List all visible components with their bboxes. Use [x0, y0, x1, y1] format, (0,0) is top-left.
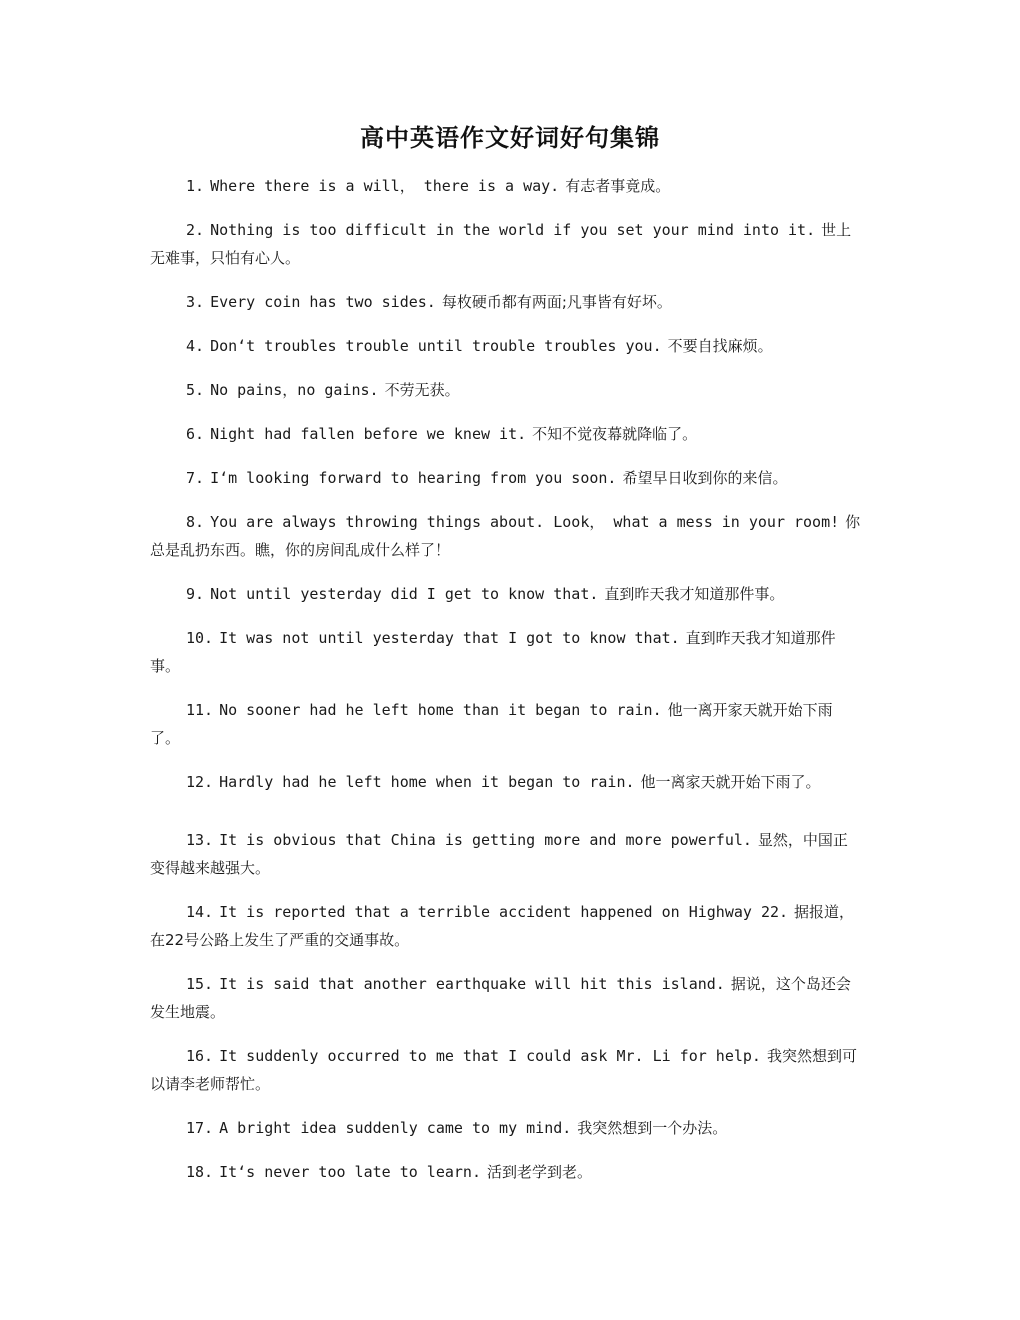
item-english: Nothing is too difficult in the world if you set your mind into it.	[210, 221, 816, 239]
item-chinese: 直到昨天我才知道那件事。	[604, 585, 785, 603]
item-number: 8.	[186, 513, 205, 531]
item-number: 5.	[186, 381, 205, 399]
list-item	[150, 288, 862, 316]
item-chinese: 不劳无获。	[384, 381, 460, 399]
item-chinese: 每枚硬币都有两面;凡事皆有好坏。	[441, 293, 672, 311]
item-number: 3.	[186, 293, 205, 311]
item-chinese: 据说，这个岛还会发生地震。	[150, 975, 851, 1021]
list-item	[150, 216, 862, 272]
item-english: No sooner had he left home than it began to rain.	[219, 701, 662, 719]
item-number: 10.	[186, 629, 214, 647]
item-number: 9.	[186, 585, 205, 603]
item-chinese: 你总是乱扔东西。瞧，你的房间乱成什么样了！	[150, 513, 861, 559]
item-english: Every coin has two sides.	[210, 293, 436, 311]
list-item	[150, 970, 862, 1026]
item-number: 1.	[186, 177, 205, 195]
item-number: 18.	[186, 1163, 214, 1181]
list-item	[150, 172, 862, 200]
item-english: No pains，no gains.	[210, 381, 379, 399]
item-number: 2.	[186, 221, 205, 239]
item-english: It suddenly occurred to me that I could ask Mr. Li for help.	[219, 1047, 761, 1065]
item-number: 12.	[186, 773, 214, 791]
item-number: 11.	[186, 701, 214, 719]
list-item	[150, 624, 862, 680]
item-chinese: 不要自找麻烦。	[667, 337, 773, 355]
item-number: 17.	[186, 1119, 214, 1137]
item-number: 6.	[186, 425, 205, 443]
item-chinese: 显然，中国正变得越来越强大。	[150, 831, 848, 877]
item-number: 13.	[186, 831, 214, 849]
sentence-list	[150, 172, 862, 1202]
item-english: A bright idea suddenly came to my mind.	[219, 1119, 572, 1137]
item-english: It was not until yesterday that I got to know that.	[219, 629, 680, 647]
item-english: I‘m looking forward to hearing from you soon.	[210, 469, 617, 487]
item-chinese: 有志者事竟成。	[565, 177, 671, 195]
item-chinese: 据报道，在22号公路上发生了严重的交通事故。	[150, 903, 855, 949]
list-item	[150, 826, 862, 882]
list-item	[150, 508, 862, 564]
item-chinese: 他一离家天就开始下雨了。	[640, 773, 821, 791]
item-chinese: 不知不觉夜幕就降临了。	[532, 425, 698, 443]
item-chinese: 我突然想到可以请李老师帮忙。	[150, 1047, 857, 1093]
item-chinese: 直到昨天我才知道那件事。	[150, 629, 836, 675]
item-number: 14.	[186, 903, 214, 921]
item-english: It is obvious that China is getting more and more powerful.	[219, 831, 752, 849]
item-english: Not until yesterday did I get to know that.	[210, 585, 599, 603]
item-number: 16.	[186, 1047, 214, 1065]
item-english: It is reported that a terrible accident happened on Highway 22.	[219, 903, 789, 921]
list-item	[150, 580, 862, 608]
item-english: Don‘t troubles trouble until trouble troubles you.	[210, 337, 662, 355]
page-title: 高中英语作文好词好句集锦	[360, 123, 660, 152]
list-item	[150, 898, 862, 954]
item-english: Hardly had he left home when it began to rain.	[219, 773, 635, 791]
list-item	[150, 768, 862, 796]
list-item	[150, 1114, 862, 1142]
item-chinese: 活到老学到老。	[487, 1163, 593, 1181]
item-english: It is said that another earthquake will hit this island.	[219, 975, 725, 993]
item-chinese: 希望早日收到你的来信。	[622, 469, 788, 487]
list-item	[150, 696, 862, 752]
item-english: Night had fallen before we knew it.	[210, 425, 527, 443]
item-chinese: 我突然想到一个办法。	[577, 1119, 728, 1137]
list-item	[150, 1158, 862, 1186]
item-english: You are always throwing things about. Look， what a mess in your room!	[210, 513, 840, 531]
item-number: 7.	[186, 469, 205, 487]
item-english: It‘s never too late to learn.	[219, 1163, 481, 1181]
item-chinese: 世上无难事，只怕有心人。	[150, 221, 852, 267]
item-number: 15.	[186, 975, 214, 993]
item-number: 4.	[186, 337, 205, 355]
list-item	[150, 464, 862, 492]
item-english: Where there is a will， there is a way.	[210, 177, 560, 195]
list-item	[150, 1042, 862, 1098]
list-item	[150, 420, 862, 448]
list-item	[150, 376, 862, 404]
item-chinese: 他一离开家天就开始下雨了。	[150, 701, 833, 747]
list-item	[150, 332, 862, 360]
